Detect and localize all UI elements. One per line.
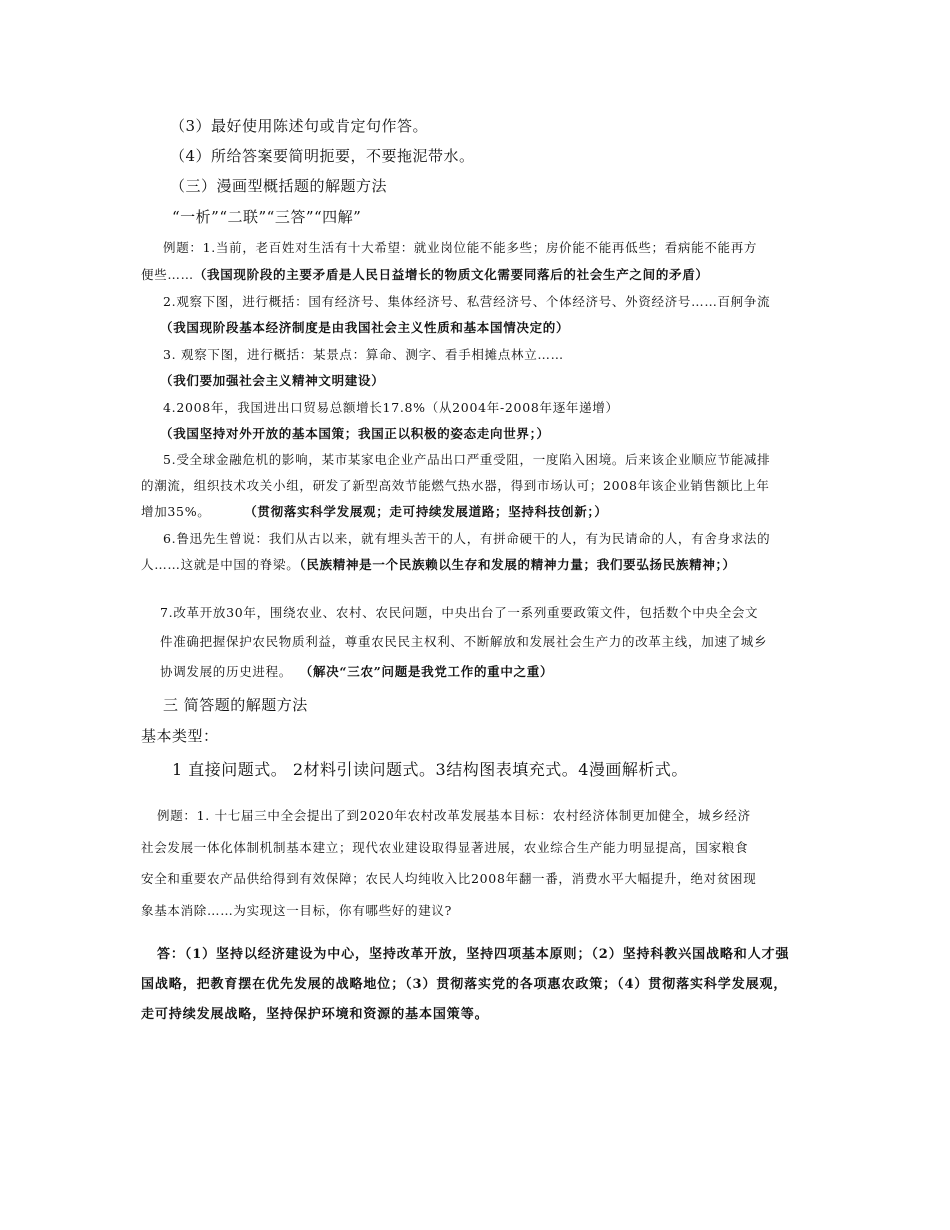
example-5-answer: （贯彻落实科学发展观；走可持续发展道路；坚持科技创新；） bbox=[250, 504, 608, 519]
example-6-line-2 bbox=[141, 555, 736, 573]
example-1-line-2 bbox=[141, 265, 709, 283]
example-3-line-1: 3. 观察下图，进行概括：某景点：算命、测字、看手相摊点林立…… bbox=[163, 347, 564, 362]
example-6-line-1: 6.鲁迅先生曾说：我们从古以来，就有埋头苦干的人，有拼命硬干的人，有为民请命的人，有舍身求法的 bbox=[163, 531, 771, 546]
example-7-answer: （解决“三农”问题是我党工作的重中之重） bbox=[306, 664, 554, 679]
basic-types-label: 基本类型： bbox=[141, 727, 219, 745]
question-1-line-2: 社会发展一体化体制机制基本建立；现代农业建设取得显著进展，农业综合生产能力明显提高，国家粮食 bbox=[141, 840, 749, 855]
section-3-heading: 三 简答题的解题方法 bbox=[163, 696, 308, 714]
example-7-line-1: 7.改革开放30年，围绕农业、农村、农民问题，中央出台了一系列重要政策文件，包括数个中央全会文 bbox=[160, 605, 759, 620]
example-6-answer: （民族精神是一个民族赖以生存和发展的精神力量；我们要弘扬民族精神；） bbox=[299, 557, 736, 572]
answer-line-1: 答：（1）坚持以经济建设为中心，坚持改革开放，坚持四项基本原则；（2）坚持科教兴国战略和人才强 bbox=[157, 947, 790, 962]
four-step-method: “一析”“二联”“三答”“四解” bbox=[172, 208, 362, 226]
rule-4: （4）所给答案要简明扼要，不要拖泥带水。 bbox=[170, 147, 475, 165]
question-1-line-4: 象基本消除……为实现这一目标，你有哪些好的建议? bbox=[141, 903, 453, 918]
example-7-text: 协调发展的历史进程。 bbox=[160, 664, 293, 679]
example-1-line-1: 例题：1.当前，老百姓对生活有十大希望：就业岗位能不能多些；房价能不能再低些；看病能不能再方 bbox=[163, 240, 758, 255]
comic-method-heading: （三）漫画型概括题的解题方法 bbox=[170, 177, 388, 195]
example-4-answer: （我国坚持对外开放的基本国策；我国正以积极的姿态走向世界；） bbox=[160, 426, 550, 441]
example-3-answer: （我们要加强社会主义精神文明建设） bbox=[160, 373, 385, 388]
example-5-line-3 bbox=[141, 502, 608, 520]
types-list: 1 直接问题式。 2材料引读问题式。3结构图表填充式。4漫画解析式。 bbox=[172, 760, 688, 779]
example-1-answer: （我国现阶段的主要矛盾是人民日益增长的物质文化需要同落后的社会生产之间的矛盾） bbox=[193, 267, 709, 282]
example-1-text: 便些…… bbox=[141, 267, 194, 282]
answer-line-2: 国战略，把教育摆在优先发展的战略地位；（3）贯彻落实党的各项惠农政策；（4）贯彻落实科学发展观， bbox=[141, 977, 788, 992]
example-2-answer: （我国现阶段基本经济制度是由我国社会主义性质和基本国情决定的） bbox=[160, 320, 570, 335]
example-5-line-1: 5.受全球金融危机的影响，某市某家电企业产品出口严重受阻，一度陷入困境。后来该企业顺应节能减排 bbox=[163, 452, 771, 467]
example-5-line-2: 的潮流，组织技术攻关小组，研发了新型高效节能燃气热水器，得到市场认可；2008年该企业销售额比上年 bbox=[141, 478, 770, 493]
answer-line-3: 走可持续发展战略，坚持保护环境和资源的基本国策等。 bbox=[141, 1007, 489, 1022]
example-7-line-2: 件准确把握保护农民物质利益，尊重农民民主权利、不断解放和发展社会生产力的改革主线，加速了城乡 bbox=[160, 634, 768, 649]
example-6-text: 人……这就是中国的脊梁。 bbox=[141, 557, 300, 572]
question-1-line-3: 安全和重要农产品供给得到有效保障；农民人均纯收入比2008年翻一番，消费水平大幅提升，绝对贫困现 bbox=[141, 871, 757, 886]
rule-3: （3）最好使用陈述句或肯定句作答。 bbox=[170, 117, 429, 135]
question-1-line-1: 例题：1. 十七届三中全会提出了到2020年农村改革发展基本目标：农村经济体制更加健全，城乡经济 bbox=[157, 808, 751, 823]
example-4-line-1: 4.2008年，我国进出口贸易总额增长17.8%（从2004年-2008年逐年递增） bbox=[163, 400, 619, 415]
example-5-text: 增加35%。 bbox=[141, 504, 211, 519]
example-7-line-3 bbox=[160, 662, 553, 680]
example-2-line-1: 2.观察下图，进行概括：国有经济号、集体经济号、私营经济号、个体经济号、外资经济号……百舸争流 bbox=[163, 294, 771, 309]
